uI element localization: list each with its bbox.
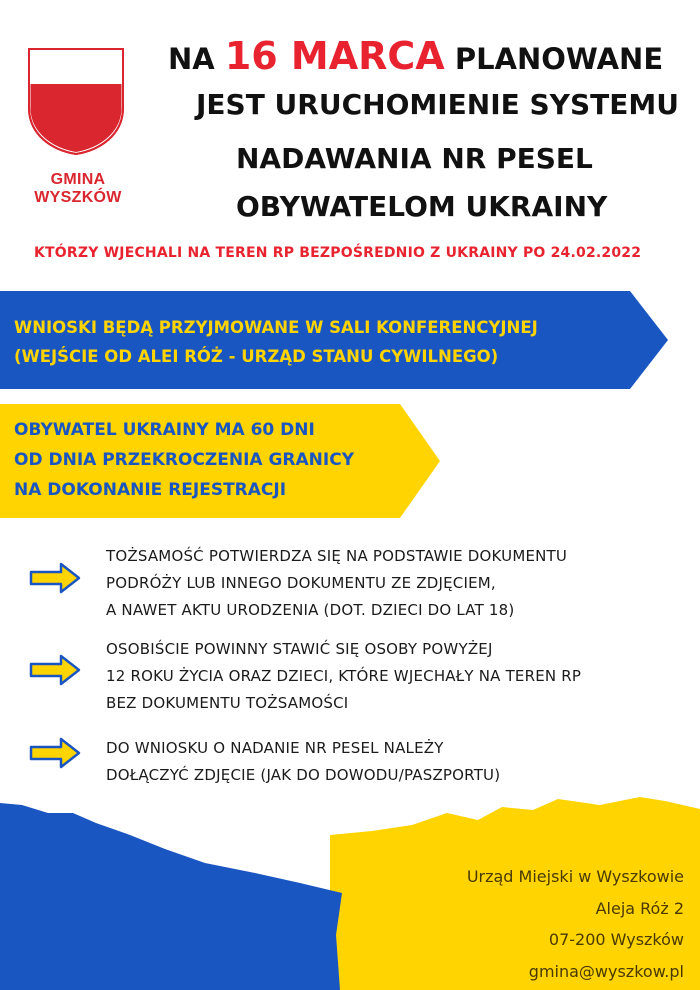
bullet-text-3: DO WNIOSKU O NADANIE NR PESEL NALEŻY DOŁĄCZYĆ ZDJĘCIE (JAK DO DOWODU/PASZPORTU) [106,739,501,784]
arrow-right-icon [28,653,82,687]
blue-banner-line-1: WNIOSKI BĘDĄ PRZYJMOWANE W SALI KONFERENCYJNEJ [14,318,538,337]
bullet-text-1: TOŻSAMOŚĆ POTWIERDZA SIĘ NA PODSTAWIE DOKUMENTU PODRÓŻY LUB INNEGO DOKUMENTU ZE ZDJĘCIEM, A NAWET AKTU URODZENIA (DOT. DZIECI DO LAT 18) [106,547,568,619]
coat-of-arms-icon [26,46,126,156]
headline-date: 16 MARCA [224,34,445,78]
subheadline: KTÓRZY WJECHALI NA TEREN RP BEZPOŚREDNIO Z UKRAINY PO 24.02.2022 [34,245,642,261]
address-street: Aleja Róż 2 [595,899,684,918]
yellow-banner-line-1: OBYWATEL UKRAINY MA 60 DNI [14,420,315,440]
yellow-banner-line-3: NA DOKONANIE REJESTRACJI [14,480,287,500]
address-email[interactable]: gmina@wyszkow.pl [528,962,684,981]
bullet-text-2: OSOBIŚCIE POWINNY STAWIĆ SIĘ OSOBY POWYŻEJ 12 ROKU ŻYCIA ORAZ DZIECI, KTÓRE WJECHAŁY NA TEREN RP BEZ DOKUMENTU TOŻSAMOŚCI [106,640,582,712]
headline-line-3: NADAWANIA NR PESEL [236,142,593,175]
yellow-banner-text [14,415,354,505]
footer-mountains [0,795,700,990]
address-postal: 07-200 Wyszków [548,930,684,949]
headline-line-1: NA 16 MARCA PLANOWANE [168,34,664,78]
headline-line-2: JEST URUCHOMIENIE SYSTEMU [196,88,679,121]
blue-banner-line-2: (WEJŚCIE OD ALEI RÓŻ - URZĄD STANU CYWILNEGO) [14,347,499,366]
arrow-right-icon [28,736,82,770]
address-office: Urząd Miejski w Wyszkowie [466,867,684,886]
headline-line-4: OBYWATELOM UKRAINY [236,190,608,223]
yellow-banner-line-2: OD DNIA PRZEKROCZENIA GRANICY [14,450,355,470]
blue-banner-text [14,313,538,371]
municipality-label: GMINA WYSZKÓW [34,171,122,206]
arrow-right-icon [28,561,82,595]
